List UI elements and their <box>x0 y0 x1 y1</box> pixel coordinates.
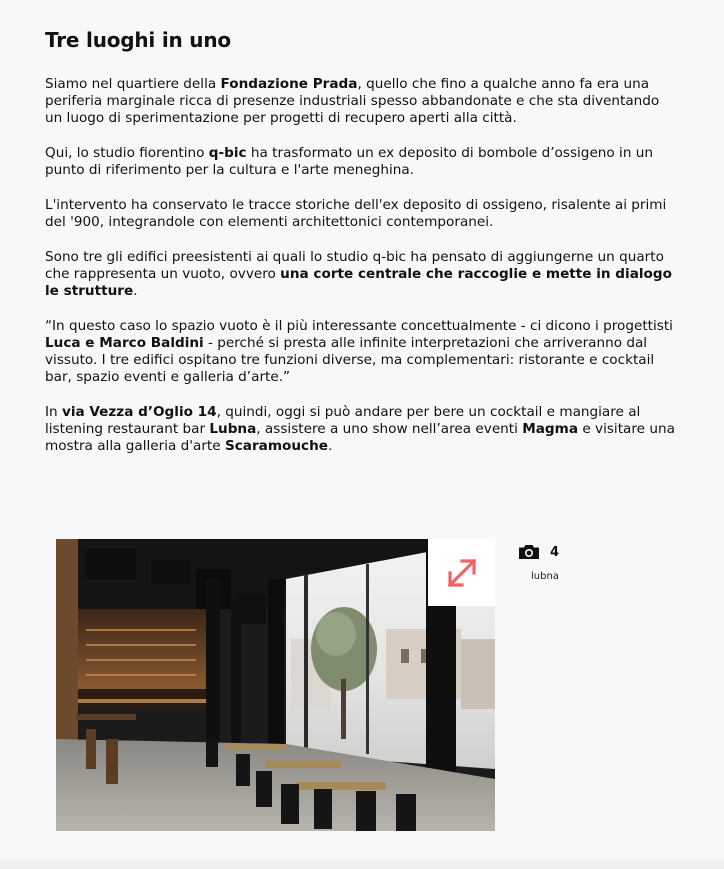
bold-text: una corte centrale che raccoglie e mette in dialogo le strutture <box>45 266 672 299</box>
photo-gallery <box>56 539 495 831</box>
text: ha trasformato un ex deposito di bombole d’ossigeno in un punto di riferimento per la cultura e l'arte meneghina. <box>45 145 654 178</box>
photo-caption: lubna <box>531 571 559 582</box>
paragraph-1 <box>45 76 675 127</box>
text: “In questo caso lo spazio vuoto è il più interessante concettualmente - ci dicono i progettisti <box>45 318 673 334</box>
paragraph-2 <box>45 145 675 179</box>
photo-count-row[interactable] <box>518 544 598 560</box>
paragraph-3 <box>45 197 675 231</box>
bold-text: Lubna <box>209 421 257 437</box>
text: , quindi, oggi si può andare per bere un cocktail e mangiare al listening restaurant bar <box>45 404 641 437</box>
text: . <box>328 438 333 454</box>
gallery-meta <box>518 544 598 582</box>
text: - perché si presta alle infinite interpretazioni che arriveranno dal vissuto. I tre edifici ospitano tre funzioni diverse, ma complementari: ristorante e cocktail bar, spazio eventi e galleria d’arte.” <box>45 335 655 385</box>
photo-count: 4 <box>550 544 560 560</box>
text: Sono tre gli edifici preesistenti ai quali lo studio q-bic ha pensato di aggiungerne un quarto che rappresenta un vuoto, ovvero <box>45 249 664 282</box>
text: In <box>45 404 62 420</box>
text: Siamo nel quartiere della <box>45 76 221 92</box>
text: , quello che fino a qualche anno fa era una periferia marginale ricca di presenze industriali spesso abbandonate e che sta diventando un luogo di sperimentazione per progetti di recupero aperti alla città. <box>45 76 660 126</box>
expand-arrows-icon <box>445 556 479 590</box>
bold-text: Magma <box>522 421 579 437</box>
text: , assistere a uno show nell’area eventi <box>256 421 523 437</box>
paragraph-5 <box>45 318 675 386</box>
article <box>45 28 675 473</box>
bold-text: q-bic <box>208 145 247 161</box>
bold-text: Luca e Marco Baldini <box>45 335 204 351</box>
text: L'intervento ha conservato le tracce storiche dell'ex deposito di ossigeno, risalente ai primi del '900, integrandole con elementi architettonici contemporanei. <box>45 197 667 230</box>
expand-button[interactable] <box>428 539 495 606</box>
paragraph-6 <box>45 404 675 455</box>
text: Qui, lo studio fiorentino <box>45 145 209 161</box>
bold-text: via Vezza d’Oglio 14 <box>61 404 217 420</box>
camera-icon <box>518 544 540 560</box>
section-title: Tre luoghi in uno <box>45 28 231 52</box>
text: . <box>133 283 138 299</box>
text: e visitare una mostra alla galleria d'arte <box>45 421 675 454</box>
bold-text: Scaramouche <box>224 438 328 454</box>
bottom-shadow <box>0 855 724 869</box>
bold-text: Fondazione Prada <box>220 76 358 92</box>
paragraph-4 <box>45 249 675 300</box>
